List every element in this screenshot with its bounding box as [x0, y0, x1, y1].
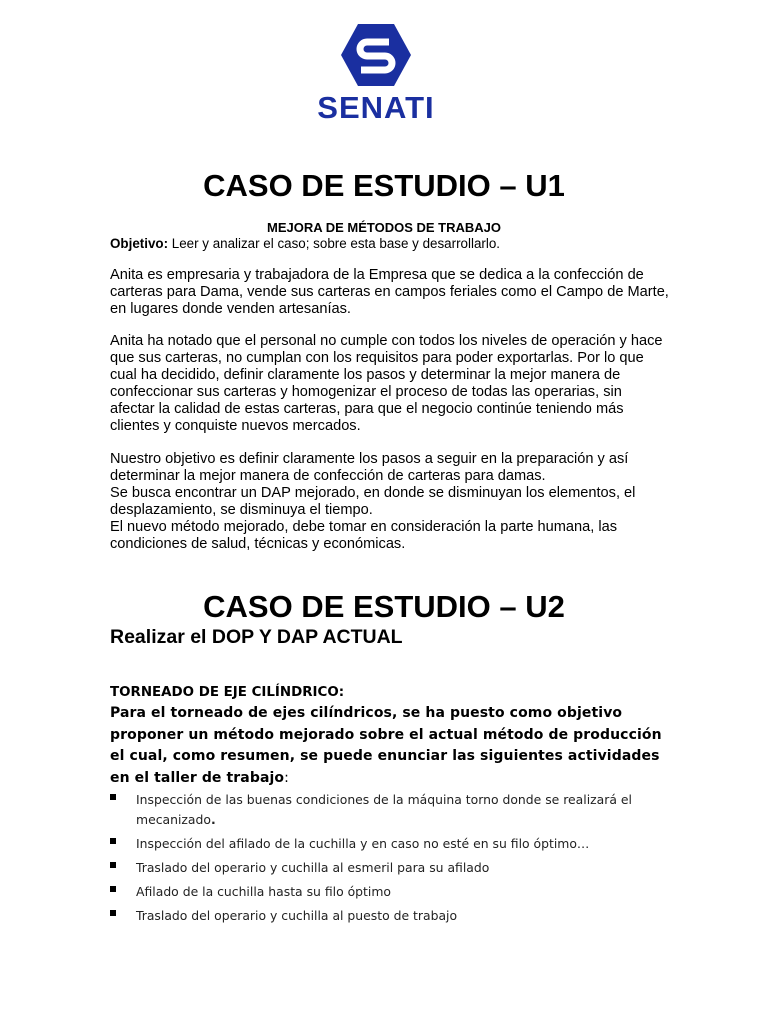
paragraph-1 — [110, 267, 670, 318]
objective-line — [110, 235, 670, 252]
senati-hexagon-icon — [341, 24, 411, 86]
objective-label: Objetivo: — [110, 236, 169, 251]
case1-subtitle: MEJORA DE MÉTODOS DE TRABAJO — [266, 220, 502, 235]
paragraph-3 — [110, 451, 670, 553]
case1-title: CASO DE ESTUDIO – U1 — [203, 168, 565, 203]
torneado-paragraph — [110, 703, 670, 789]
list-item-text: Inspección de las buenas condiciones de la máquina torno donde se realizará el mecanizado — [136, 792, 632, 827]
list-item-text: Traslado del operario y cuchilla al puesto de trabajo — [136, 908, 458, 923]
list-item-end: . — [210, 812, 216, 827]
case2-title: CASO DE ESTUDIO – U2 — [203, 589, 565, 624]
list-item — [110, 790, 670, 830]
torneado-heading: TORNEADO DE EJE CILÍNDRICO: — [110, 685, 345, 700]
list-item — [110, 858, 670, 878]
list-item — [110, 834, 670, 854]
activity-list — [110, 790, 670, 930]
paragraph-2-text: Anita ha notado que el personal no cumple con todos los niveles de operación y hace que sus carteras, no cumplan con los requisitos para poder exportarlas. Por lo que cual ha decidido, definir claramente los pasos y determinar la mejor manera de confeccionar sus carteras y homogenizar el proceso de todas las operarias, sin afectar la calidad de estas carteras, para que el negocio continúe teniendo más clientes y conquiste nuevos mercados. — [110, 333, 663, 434]
paragraph-3-line: Nuestro objetivo es definir claramente los pasos a seguir en la preparación y así determinar la mejor manera de confección de carteras para damas. — [110, 451, 629, 484]
list-item — [110, 882, 670, 902]
torneado-paragraph-text: Para el torneado de ejes cilíndricos, se ha puesto como objetivo proponer un método mejorado sobre el actual método de producción el cual, como resumen, se puede enunciar las siguientes actividades en el taller de trabajo — [110, 705, 662, 786]
paragraph-2 — [110, 333, 670, 435]
paragraph-3-line: Se busca encontrar un DAP mejorado, en donde se disminuyan los elementos, el desplazamiento, se disminuya el tiempo. — [110, 485, 636, 518]
list-item-text: Afilado de la cuchilla hasta su filo óptimo — [136, 884, 391, 899]
list-item — [110, 906, 670, 926]
list-item-text: Traslado del operario y cuchilla al esmeril para su afilado — [136, 860, 490, 875]
list-item-text: Inspección del afilado de la cuchilla y en caso no esté en su filo óptimo… — [136, 836, 590, 851]
paragraph-1-text: Anita es empresaria y trabajadora de la Empresa que se dedica a la confección de carteras para Dama, vende sus carteras en campos feriales como el Campo de Marte, en lugares donde venden artesanías. — [110, 267, 669, 317]
case2-subtitle: Realizar el DOP Y DAP ACTUAL — [110, 626, 403, 648]
square-bullet-icon — [110, 838, 116, 844]
objective-text: Leer y analizar el caso; sobre esta base y desarrollarlo. — [168, 236, 500, 251]
torneado-colon: : — [284, 769, 289, 786]
paragraph-3-line: El nuevo método mejorado, debe tomar en consideración la parte humana, las condiciones de salud, técnicas y económicas. — [110, 519, 618, 552]
senati-logo — [312, 24, 440, 126]
square-bullet-icon — [110, 794, 116, 800]
logo-text: SENATI — [317, 90, 435, 125]
square-bullet-icon — [110, 886, 116, 892]
square-bullet-icon — [110, 910, 116, 916]
square-bullet-icon — [110, 862, 116, 868]
